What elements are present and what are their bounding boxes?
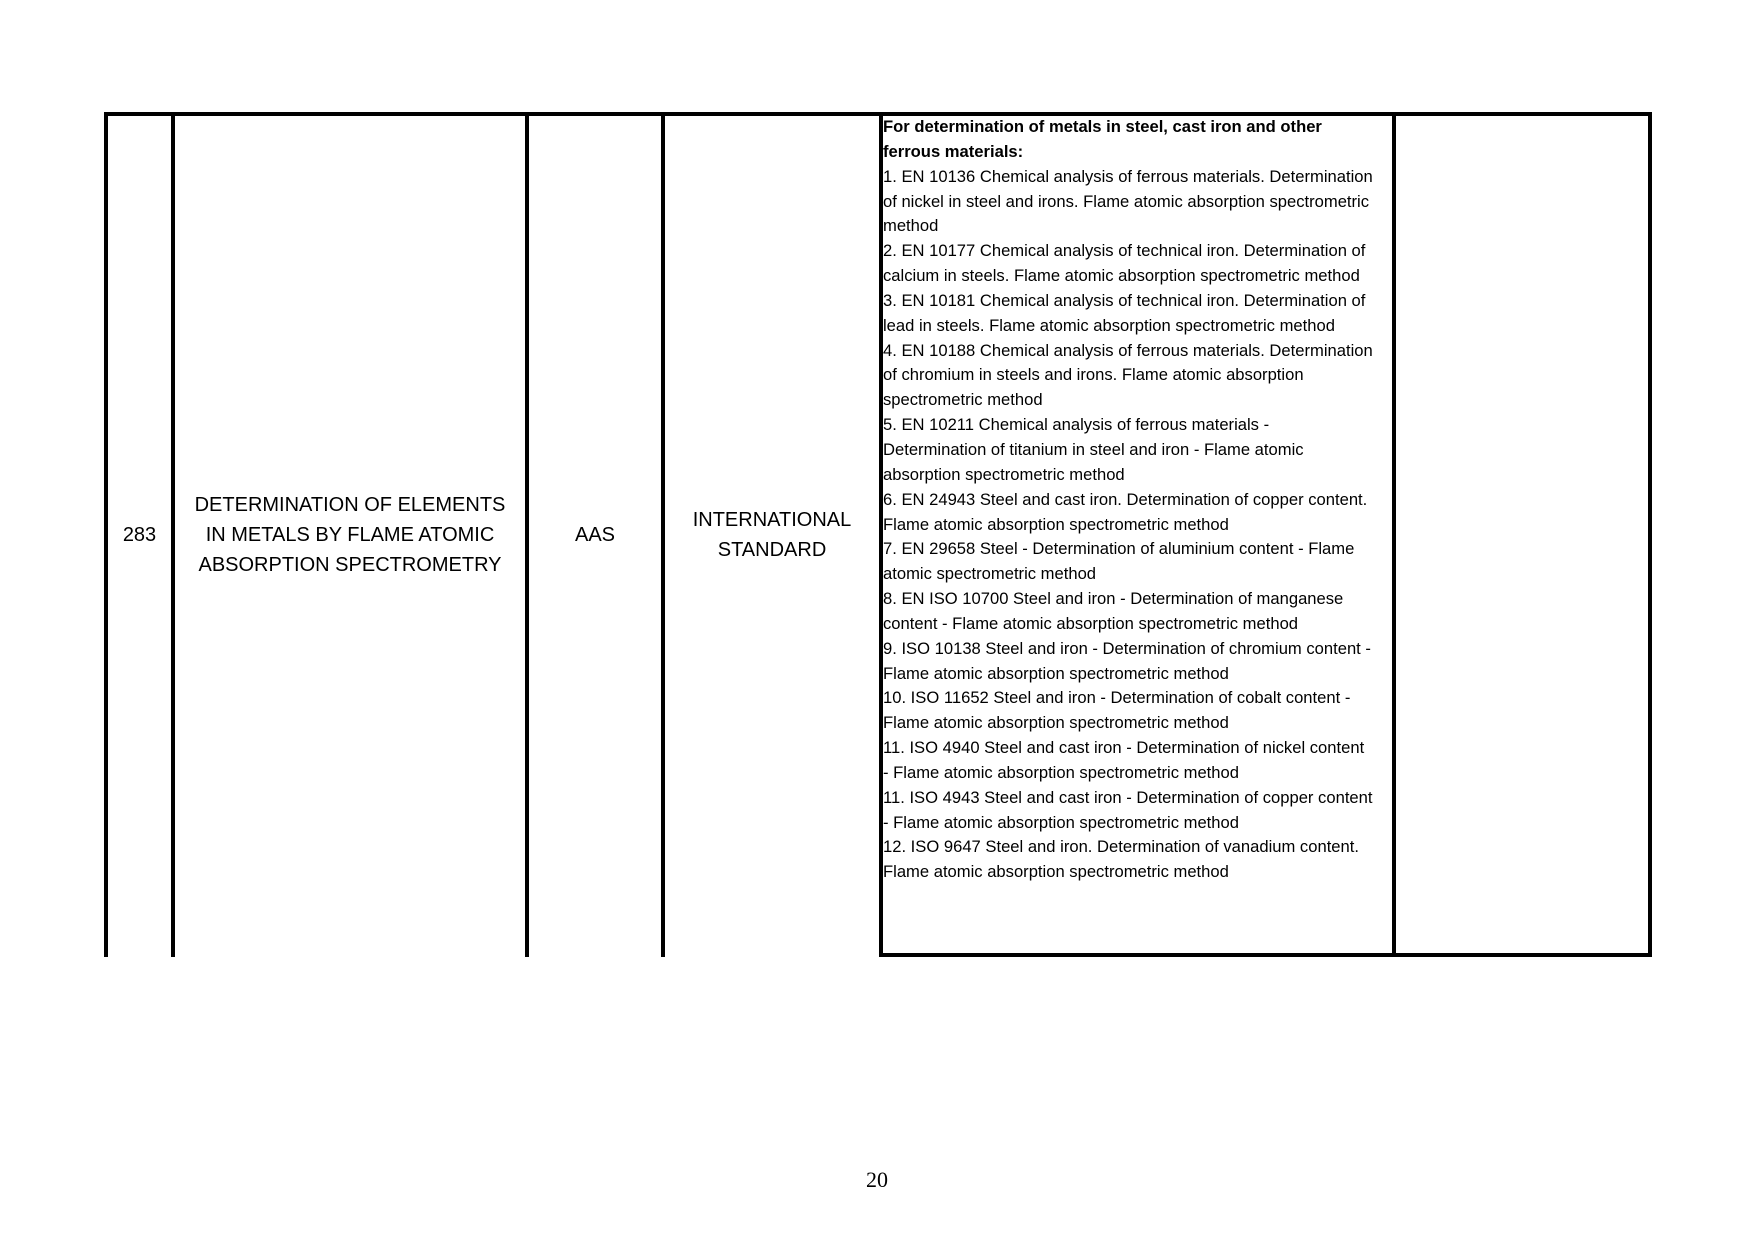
description-heading: For determination of metals in steel, cast iron and other ferrous materials: [883, 117, 1322, 161]
description-line: 10. ISO 11652 Steel and iron - Determination of cobalt content - [883, 688, 1351, 708]
table-border-right [1648, 112, 1652, 957]
description-line: 11. ISO 4940 Steel and cast iron - Determination of nickel content [883, 738, 1365, 758]
description-line: - Flame atomic absorption spectrometric method [883, 812, 1239, 832]
description-line: 1. EN 10136 Chemical analysis of ferrous materials. Determination [883, 166, 1373, 186]
description-list [883, 165, 1397, 885]
description-line: 6. EN 24943 Steel and cast iron. Determination of copper content. [883, 489, 1368, 509]
description-line: 4. EN 10188 Chemical analysis of ferrous materials. Determination [883, 340, 1373, 360]
description-line: - Flame atomic absorption spectrometric method [883, 762, 1239, 782]
row-number-cell [108, 116, 171, 953]
description-line: atomic spectrometric method [883, 564, 1097, 584]
remarks-cell [1396, 116, 1648, 953]
test-name: DETERMINATION OF ELEMENTS IN METALS BY FLAME ATOMIC ABSORPTION SPECTROMETRY [194, 493, 506, 576]
description-line: 11. ISO 4943 Steel and cast iron - Determination of copper content [883, 787, 1373, 807]
description-line: absorption spectrometric method [883, 464, 1125, 484]
standard-type-cell [665, 116, 879, 953]
description-line: calcium in steels. Flame atomic absorption spectrometric method [883, 266, 1360, 286]
description-line: lead in steels. Flame atomic absorption spectrometric method [883, 315, 1335, 335]
technique: AAS [574, 523, 616, 546]
description-line: Flame atomic absorption spectrometric method [883, 663, 1229, 683]
description-line: 5. EN 10211 Chemical analysis of ferrous materials - [883, 415, 1270, 435]
description-line: 8. EN ISO 10700 Steel and iron - Determination of manganese [883, 589, 1344, 609]
page-number: 20 [866, 1167, 888, 1192]
technique-cell [529, 116, 661, 953]
description-line: of chromium in steels and irons. Flame atomic absorption [883, 365, 1304, 385]
description-line: Flame atomic absorption spectrometric method [883, 713, 1229, 733]
description-line: Flame atomic absorption spectrometric method [883, 862, 1229, 882]
description-line: 7. EN 29658 Steel - Determination of aluminium content - Flame [883, 539, 1355, 559]
description-cell [883, 115, 1397, 885]
description-line: Flame atomic absorption spectrometric method [883, 514, 1229, 534]
description-line: 2. EN 10177 Chemical analysis of technical iron. Determination of [883, 241, 1366, 261]
description-line: content - Flame atomic absorption spectrometric method [883, 613, 1299, 633]
description-line: Determination of titanium in steel and iron - Flame atomic [883, 439, 1304, 459]
standard-type: INTERNATIONAL STANDARD [692, 508, 852, 561]
description-line: spectrometric method [883, 390, 1043, 410]
row-number: 283 [122, 523, 157, 546]
description-line: of nickel in steel and irons. Flame atomic absorption spectrometric [883, 191, 1370, 211]
description-line: method [883, 216, 939, 236]
description-line: 9. ISO 10138 Steel and iron - Determination of chromium content - [883, 638, 1371, 658]
test-name-cell [175, 116, 525, 953]
description-line: 3. EN 10181 Chemical analysis of technical iron. Determination of [883, 290, 1366, 310]
description-bottom-border [879, 953, 1652, 957]
description-line: 12. ISO 9647 Steel and iron. Determination of vanadium content. [883, 837, 1359, 857]
